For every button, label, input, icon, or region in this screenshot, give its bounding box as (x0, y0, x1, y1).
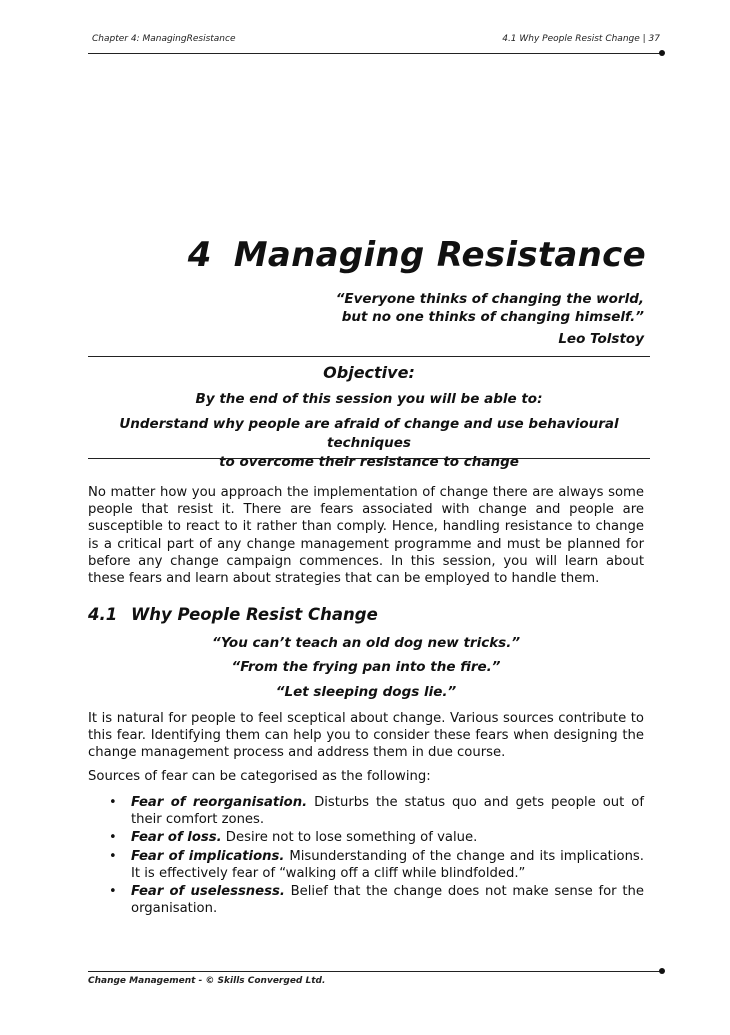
objective-goal (88, 415, 650, 472)
objective-goal-line-2: to overcome their resistance to change (219, 454, 519, 470)
list-item (88, 883, 644, 917)
epigraph-quote (336, 290, 644, 326)
footer-rule-dot (659, 968, 665, 974)
header-rule-dot (659, 50, 665, 56)
fear-term: Fear of uselessness. (131, 884, 285, 900)
fear-term: Fear of loss. (131, 830, 222, 846)
fear-description: Desire not to lose something of value. (221, 830, 478, 846)
fear-list (88, 794, 644, 918)
saying-3: “Let sleeping dogs lie.” (275, 684, 457, 700)
intro-paragraph: No matter how you approach the implementation of change there are always some people that resist it. There are fears associated with change and people are susceptible to react to it rather than comply. Hence, handling resistance to change is a critical part of any change management programme and must be planned for before any change campaign commences. In this session, you will learn about these fears and learn about strategies that can be employed to handle them. (88, 485, 644, 587)
epigraph-line-2: but no one thinks of changing himself.” (341, 309, 644, 325)
section-number: 4.1 (88, 605, 118, 624)
chapter-title-text: Managing Resistance (233, 235, 646, 275)
fear-description: Belief that the change does not make sense for the organisation. (131, 884, 644, 917)
bullet-icon: • (109, 848, 117, 864)
list-item (88, 848, 644, 882)
objective-heading: Objective: (323, 363, 415, 382)
saying-1: “You can’t teach an old dog new tricks.” (211, 635, 521, 651)
body-paragraph: It is natural for people to feel sceptical about change. Various sources contribute to this fear. Identifying them can help you to consider these fears when designing the change management process and address them in due course. (88, 711, 644, 761)
chapter-number: 4 (187, 235, 212, 275)
saying-2: “From the frying pan into the fire.” (231, 659, 501, 675)
objective-goal-line-1: Understand why people are afraid of change and use behavioural techniques (119, 416, 619, 451)
header-section-page: 4.1 Why People Resist Change | 37 (502, 34, 660, 44)
bullet-icon: • (109, 830, 117, 846)
bullet-icon: • (109, 795, 117, 810)
header-rule (88, 53, 662, 54)
header-chapter: Chapter 4: ManagingResistance (92, 34, 236, 44)
fear-description: Misunderstanding of the change and its implications. It is effectively fear of “walking off a cliff while blindfolded.” (131, 848, 644, 881)
section-heading (88, 605, 378, 624)
fear-description: Disturbs the status quo and gets people out of their comfort zones. (131, 795, 644, 828)
list-item (88, 829, 644, 846)
objective-bottom-rule (88, 458, 650, 459)
footer-rule (88, 971, 662, 972)
objective-intro: By the end of this session you will be able to: (195, 391, 543, 407)
fear-term: Fear of implications. (131, 848, 285, 864)
footer-copyright: Change Management - © Skills Converged Ltd. (88, 976, 326, 986)
bullet-icon: • (109, 884, 117, 900)
section-title: Why People Resist Change (131, 605, 378, 624)
list-intro: Sources of fear can be categorised as the following: (88, 769, 431, 784)
objective-top-rule (88, 356, 650, 357)
list-item (88, 794, 644, 828)
epigraph-author: Leo Tolstoy (558, 331, 644, 347)
chapter-title (188, 235, 646, 275)
epigraph-line-1: “Everyone thinks of changing the world, (335, 291, 644, 307)
fear-term: Fear of reorganisation. (131, 795, 308, 810)
